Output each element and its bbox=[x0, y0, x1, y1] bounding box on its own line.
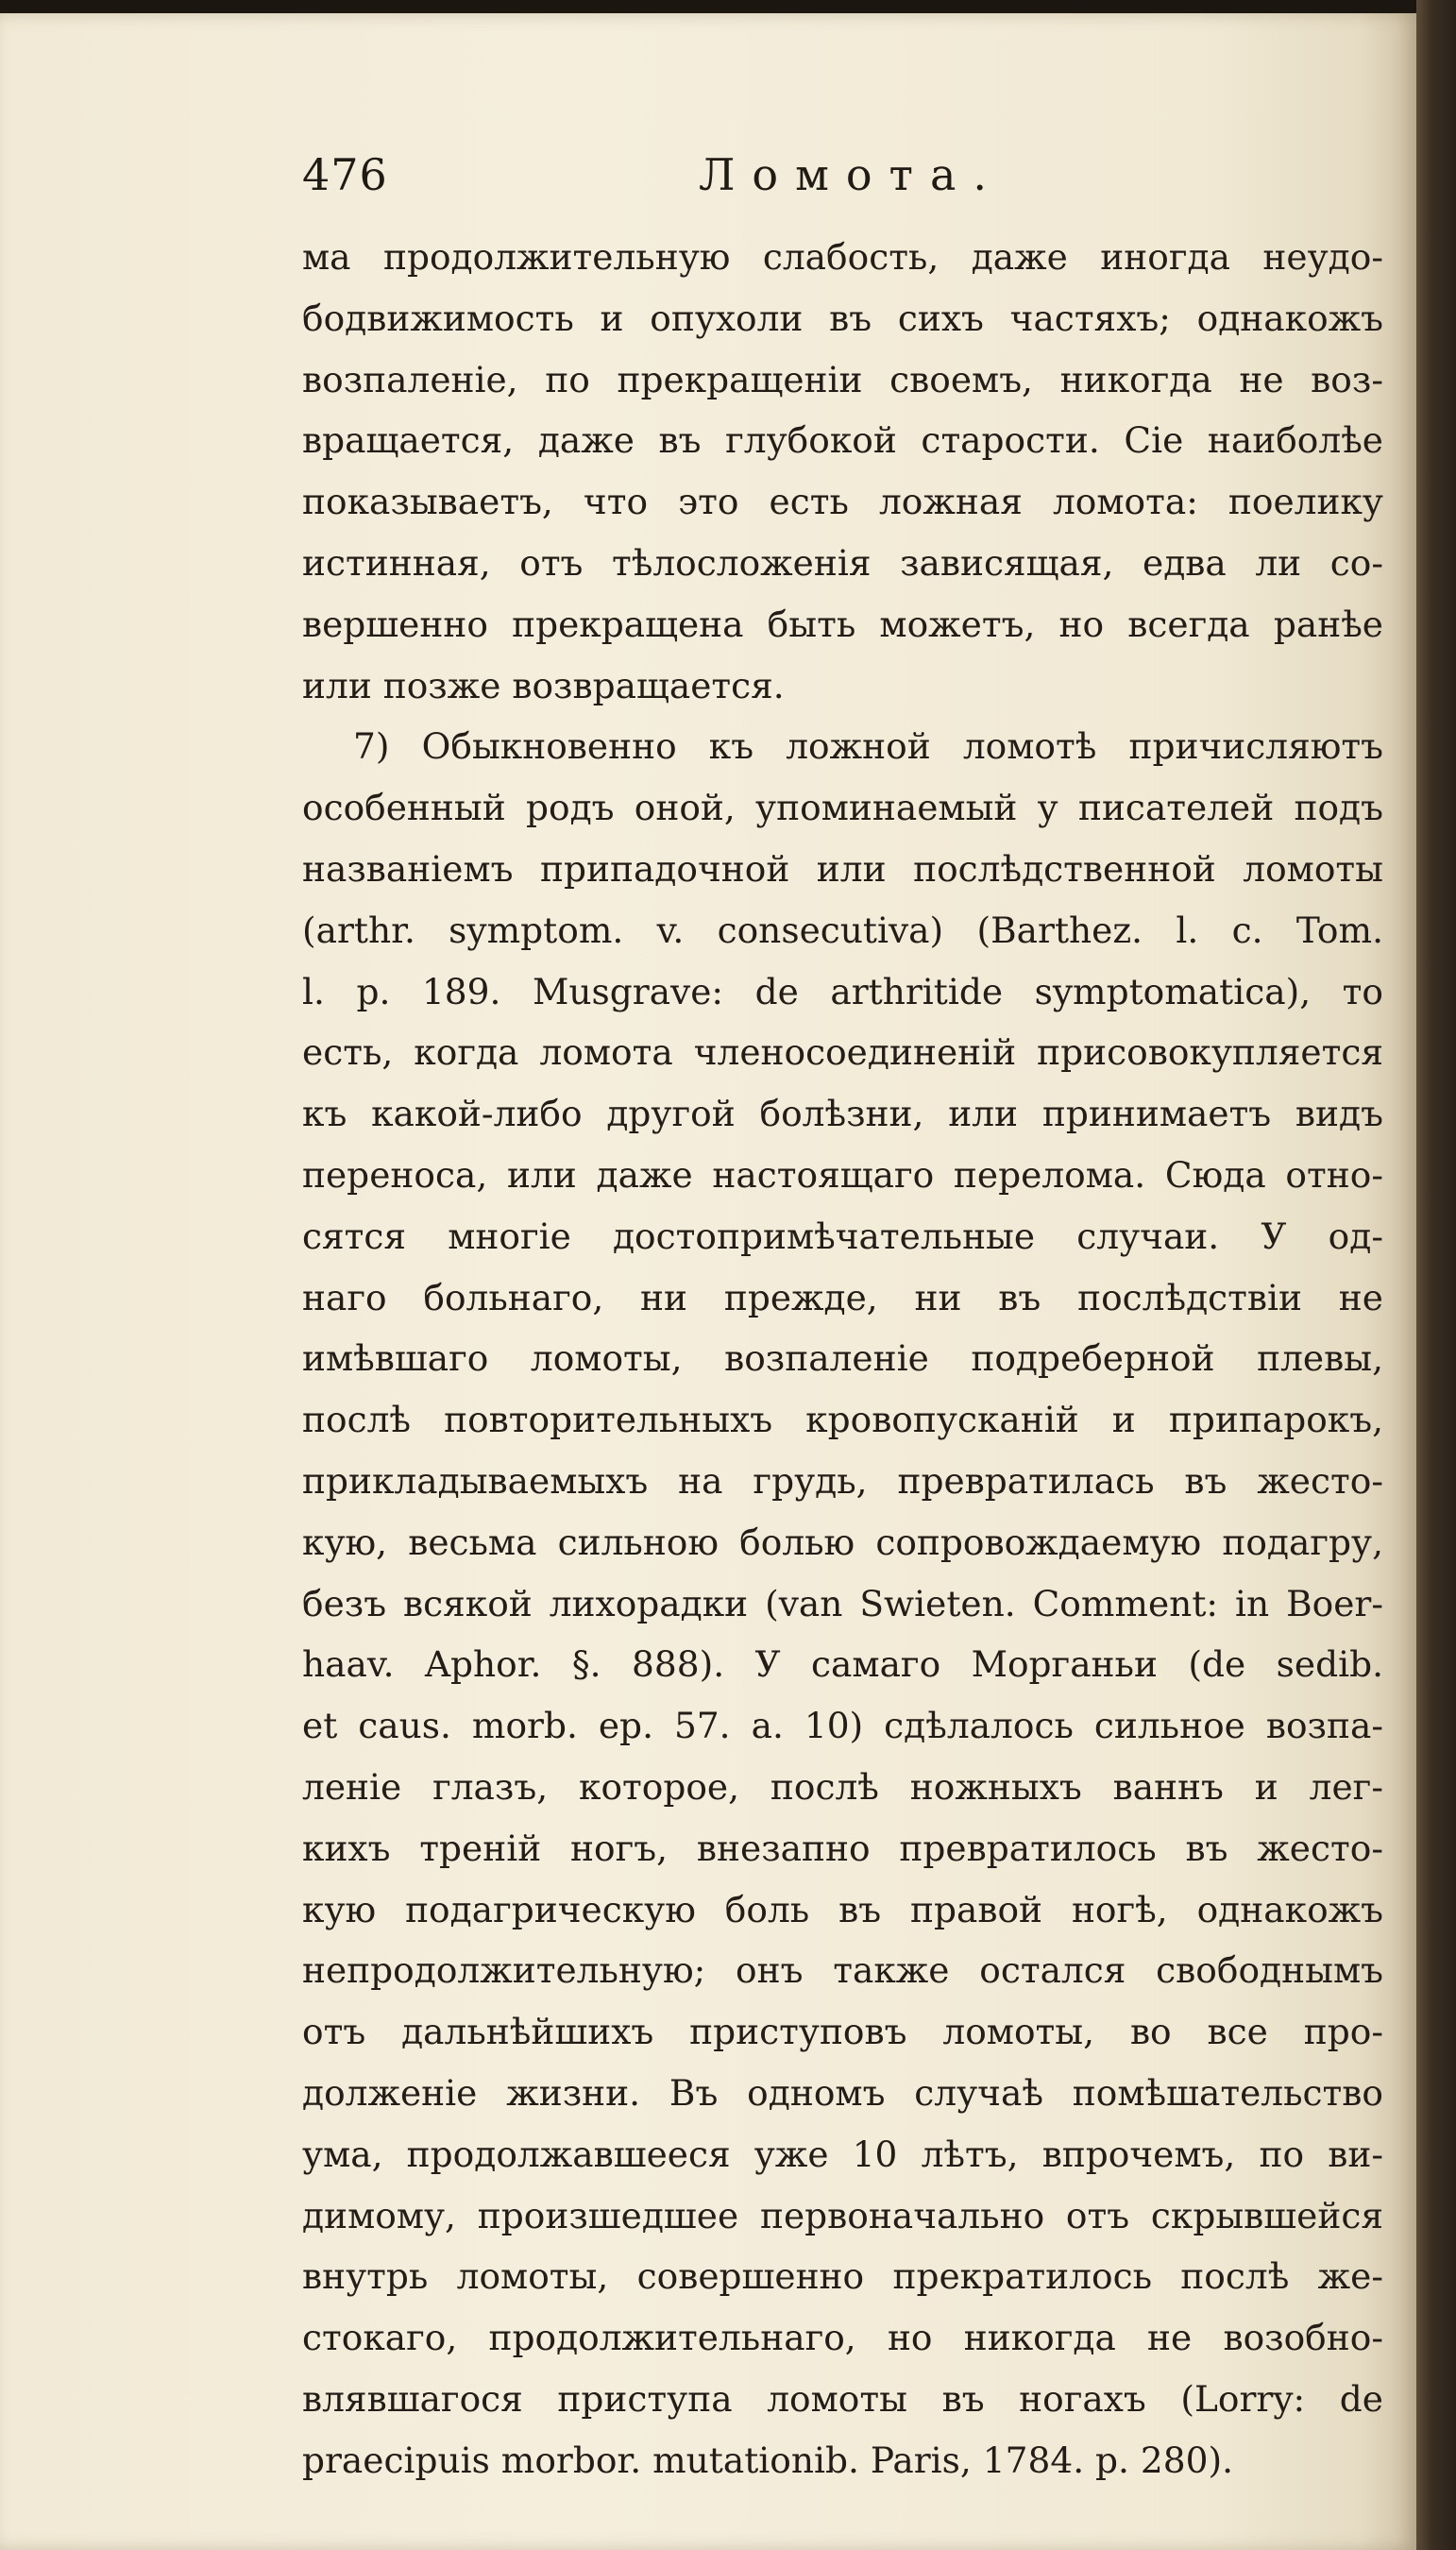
page-number: 476 bbox=[302, 149, 388, 200]
text-line: кихъ треній ногъ, внезапно превратилось въ жесто- bbox=[302, 1827, 1383, 1869]
text-line: (arthr. symptom. v. consecutiva) (Barthez. l. c. Tom. bbox=[302, 909, 1383, 951]
text-line: наго больнаго, ни прежде, ни въ послѣдствіи не bbox=[302, 1276, 1383, 1318]
body-text bbox=[302, 227, 1383, 2490]
text-line: praecipuis morbor. mutationib. Paris, 1784. p. 280). bbox=[302, 2439, 1234, 2481]
text-line: прикладываемыхъ на грудь, превратилась въ жесто- bbox=[302, 1459, 1383, 1502]
text-line: леніе глазъ, которое, послѣ ножныхъ ваннъ и лег- bbox=[302, 1765, 1383, 1808]
text-line: стокаго, продолжительнаго, но никогда не возобно- bbox=[302, 2317, 1383, 2359]
scan-right-edge bbox=[1416, 0, 1456, 2550]
text-line: возпаленіе, по прекращеніи своемъ, никогда не воз- bbox=[302, 358, 1383, 400]
text-line: влявшагося приступа ломоты въ ногахъ (Lorry: de bbox=[302, 2377, 1383, 2420]
text-line: истинная, отъ тѣлосложенія зависящая, едва ли со- bbox=[302, 541, 1383, 584]
text-line: переноса, или даже настоящаго перелома. Сюда отно- bbox=[302, 1153, 1383, 1196]
text-line: вращается, даже въ глубокой старости. Сіе наиболѣе bbox=[302, 419, 1383, 462]
text-line: названіемъ припадочной или послѣдственной ломоты bbox=[302, 847, 1383, 890]
text-line: 7) Обыкновенно къ ложной ломотѣ причисляютъ bbox=[353, 725, 1383, 768]
text-line: бодвижимость и опухоли въ сихъ частяхъ; однакожъ bbox=[302, 297, 1383, 339]
text-line: послѣ повторительныхъ кровопусканій и припарокъ, bbox=[302, 1399, 1383, 1441]
text-line: долженіе жизни. Въ одномъ случаѣ помѣшательство bbox=[302, 2071, 1383, 2114]
running-title: Ломота. bbox=[699, 149, 1005, 200]
text-line: особенный родъ оной, упоминаемый у писателей подъ bbox=[302, 787, 1383, 829]
text-line: et caus. morb. ep. 57. a. 10) сдѣлалось сильное возпа- bbox=[302, 1705, 1383, 1747]
text-line: кую подагрическую боль въ правой ногѣ, однакожъ bbox=[302, 1888, 1383, 1930]
text-line: къ какой-либо другой болѣзни, или принимаетъ видъ bbox=[302, 1093, 1383, 1135]
text-line: безъ всякой лихорадки (van Swieten. Comment: in Boer- bbox=[302, 1582, 1383, 1624]
paragraph-1 bbox=[302, 227, 1383, 716]
text-line: непродолжительную; онъ также остался свободнымъ bbox=[302, 1949, 1383, 1992]
page-header bbox=[302, 149, 1407, 215]
text-line: есть, когда ломота членосоединеній присовокупляется bbox=[302, 1031, 1383, 1074]
text-line: имѣвшаго ломоты, возпаленіе подреберной плевы, bbox=[302, 1337, 1383, 1380]
text-line: haav. Aphor. §. 888). У самаго Морганьи (de sedib. bbox=[302, 1643, 1383, 1686]
text-line: показываетъ, что это есть ложная ломота: поелику bbox=[302, 481, 1383, 523]
text-line: внутрь ломоты, совершенно прекратилось послѣ же- bbox=[302, 2255, 1383, 2298]
paragraph-2 bbox=[302, 716, 1383, 2490]
text-line: ма продолжительную слабость, даже иногда неудо- bbox=[302, 236, 1383, 278]
text-line: димому, произшедшее первоначально отъ скрывшейся bbox=[302, 2194, 1383, 2236]
text-line: сятся многіе достопримѣчательные случаи. У од- bbox=[302, 1215, 1383, 1257]
text-line: ума, продолжавшееся уже 10 лѣтъ, впрочемъ, по ви- bbox=[302, 2133, 1383, 2175]
text-line: вершенно прекращена быть можетъ, но всегда ранѣе bbox=[302, 603, 1383, 645]
text-line: или позже возвращается. bbox=[302, 664, 785, 706]
text-line: отъ дальнѣйшихъ приступовъ ломоты, во все про- bbox=[302, 2011, 1383, 2053]
text-line: кую, весьма сильною болью сопровождаемую подагру, bbox=[302, 1521, 1383, 1563]
text-line: l. p. 189. Musgrave: de arthritide symptomatica), то bbox=[302, 970, 1383, 1012]
